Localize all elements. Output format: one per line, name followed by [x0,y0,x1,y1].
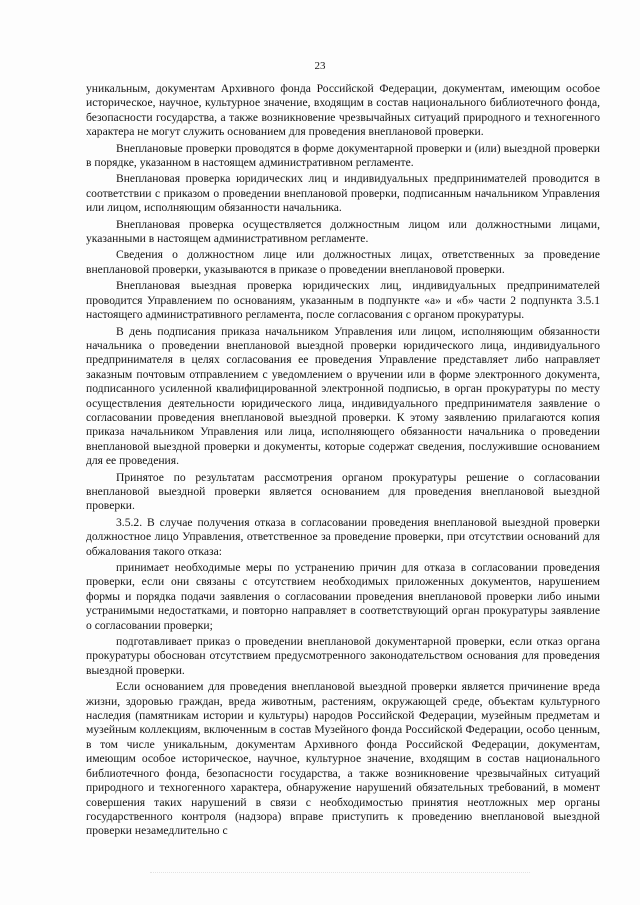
paragraph-prosecutor-decision: Принятое по результатам рассмотрения органом прокуратуры решение о согласовании внеплановой выездной проверки является основанием для проведения внеплановой выездной проверки. [86,470,600,513]
page-number: 23 [314,60,326,72]
paragraph-remedy-measures: принимает необходимые меры по устранению причин для отказа в согласовании проведения проверки, если они связаны с отсутствием необходимых приложенных документов, нарушением формы и порядка подачи заявления о согласовании проведения внеплановой проверки либо иными устранимыми недостатками, и повторно направляет в соответствующий орган прокуратуры заявление о согласовании проверки; [86,561,600,632]
paragraph-official-details: Сведения о должностном лице или должностных лицах, ответственных за проведение внеплановой проверки, указываются в приказе о проведении внеплановой проверки. [86,248,600,276]
paragraph-responsible-officials: Внеплановая проверка осуществляется должностным лицом или должностными лицами, указанными в настоящем административном регламенте. [86,217,600,246]
paragraph-continuation: уникальным, документам Архивного фонда Российской Федерации, документам, имеющим особое историческое, научное, культурное значение, входящим в состав национального библиотечного фонда, безопасности государства, а также возникновение чрезвычайных ситуаций природного и техногенного характера не могут служить основанием для проведения внеплановой проверки. [86,82,600,139]
document-body [86,82,600,841]
paragraph-on-site-inspection: Внеплановая выездная проверка юридических лиц, индивидуальных предпринимателей проводится Управлением по основаниям, указанным в подпункте «а» и «б» части 2 подпункта 3.5.1 настоящего административного регламента, после согласования с органом прокуратуры. [86,279,600,322]
paragraph-documentary-inspection-order: подготавливает приказ о проведении внеплановой документарной проверки, если отказ органа прокуратуры обоснован отсутствием предусмотренного законодательством основания для проведения выездной проверки. [86,635,600,677]
paragraph-section-3-5-2: 3.5.2. В случае получения отказа в согласовании проведения внеплановой выездной проверки должностное лицо Управления, ответственное за проведение проверки, при отсутствии оснований для обжалования такого отказа: [86,515,600,558]
paragraph-unplanned-inspection-forms: Внеплановые проверки проводятся в форме документарной проверки и (или) выездной проверки в порядке, указанном в настоящем административном регламенте. [86,141,600,170]
paragraph-immediate-inspection: Если основанием для проведения внеплановой выездной проверки является причинение вреда жизни, здоровью граждан, вреда животным, растениям, окружающей среде, объектам культурного наследия (памятникам истории и культуры) народов Российской Федерации, музейным предметам и музейным коллекциям, включенным в состав Музейного фонда Российской Федерации, особо ценным, в том числе уникальным, документам Архивного фонда Российской Федерации, документам, имеющим особое историческое, научное, культурное значение, входящим в состав национального библиотечного фонда, безопасности государства, а также возникновение чрезвычайных ситуаций природного и техногенного характера, обнаружение нарушений обязательных требований, в момент совершения таких нарушений в связи с необходимостью принятия неотложных мер органы государственного контроля (надзора) вправе приступить к проведению внеплановой выездной проверки незамедлительно с [86,680,600,838]
scan-artifact-divider [150,872,530,883]
paragraph-prosecutor-approval-request: В день подписания приказа начальником Управления или лицом, исполняющим обязанности начальника о проведении внеплановой выездной проверки юридического лица, индивидуального предпринимателя в целях согласования ее проведения Управление представляет либо направляет заказным почтовым отправлением с уведомлением о вручении или в форме электронного документа, подписанного усиленной квалифицированной электронной подписью, в орган прокуратуры по месту осуществления деятельности юридического лица, индивидуального предпринимателя заявление о согласовании проведения внеплановой выездной проверки. К этому заявлению прилагаются копия приказа начальником Управления или лица, исполняющего обязанности начальника о проведении внеплановой выездной проверки и документы, которые содержат сведения, послужившие основанием для ее проведения. [86,324,600,468]
paragraph-inspection-order: Внеплановая проверка юридических лиц и индивидуальных предпринимателей проводится в соответствии с приказом о проведении внеплановой проверки, подписанным начальником Управления или лицом, исполняющим обязанности начальника. [86,172,600,215]
